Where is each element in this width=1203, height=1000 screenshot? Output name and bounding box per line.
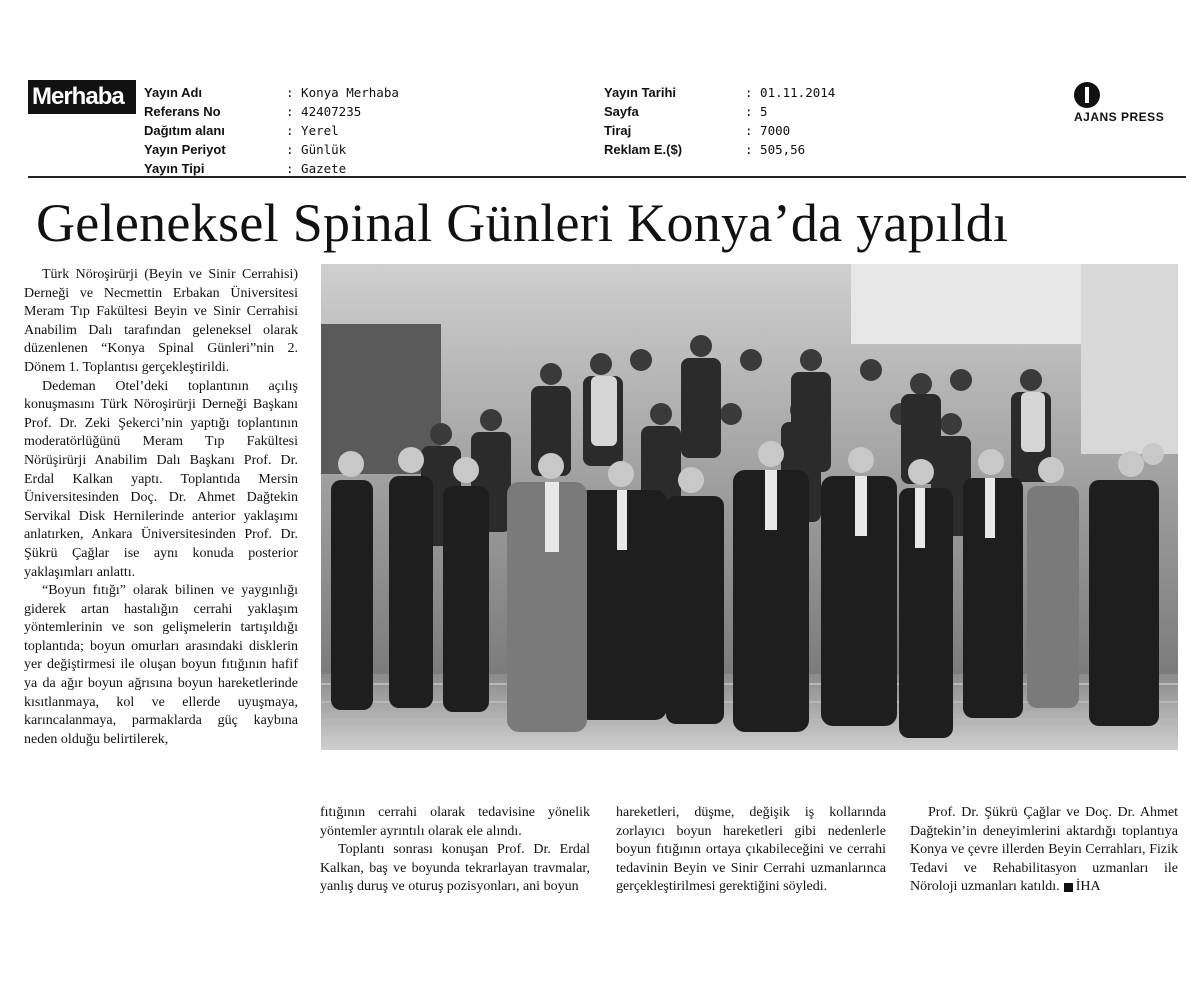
paragraph [910, 804, 1178, 897]
meta-row-period [144, 140, 399, 159]
news-agency-signature: İHA [1075, 879, 1101, 895]
meta-label: Yayın Periyot [144, 142, 226, 157]
meta-label: Tiraj [604, 123, 632, 138]
publication-info-right [604, 83, 835, 159]
article-column-4 [910, 804, 1178, 897]
meta-row-distribution [144, 121, 399, 140]
paragraph: fıtığının cerrahi olarak tedavisine yönelik yöntemler ayrıntılı olarak ele alındı. [320, 805, 590, 839]
article-column-1 [24, 266, 298, 749]
header-divider [28, 176, 1186, 178]
meta-value: : 505,56 [745, 142, 806, 157]
meta-value: : 5 [745, 104, 768, 119]
meta-value: : 7000 [745, 123, 791, 138]
newspaper-logo-text: Merhaba [32, 83, 124, 110]
meta-value: : 42407235 [286, 104, 362, 119]
paragraph: Toplantı sonrası konuşan Prof. Dr. Erdal Kalkan, baş ve boyunda tekrarlayan travmalar, yanlış duruş ve oturuş pozisyonları, ani boyun [320, 842, 590, 895]
meta-value: : Yerel [286, 123, 339, 138]
paragraph: Türk Nöroşirürji (Beyin ve Sinir Cerrahisi) Derneği ve Necmettin Erbakan Üniversitesi Meram Tıp Fakültesi Beyin ve Sinir Cerrahisi Anabilim Dalı tarafından geleneksel olarak düzenlenen “Konya Spinal Günleri”nin 2. Dönem 1. Toplantısı gerçekleştirildi. [24, 267, 298, 375]
meta-label: Dağıtım alanı [144, 123, 225, 138]
paragraph: hareketleri, düşme, değişik iş kollarında zorlayıcı boyun hareketleri gibi nedenlerle boyun fıtığının ortaya çıkabileceğini ve cerrahi tedavinin Beyin ve Sinir Cerrahi uzmanlarınca gerçekleştirilmesi gerektiğini söyledi. [616, 805, 886, 895]
meta-row-ad-value [604, 140, 835, 159]
meta-value: : Gazete [286, 161, 347, 176]
paragraph: “Boyun fıtığı” olarak bilinen ve yaygınlığı giderek artan hastalığın cerrahi yaklaşım yöntemlerinin ve son gelişmelerin tartışıldığı toplantıda; boyun omurları arasındaki disklerin yer değiştirmesi ile oluşan boyun fıtığının hafif ya da ağır boyun ağrısına boyun hareketlerinde kısıtlanmaya, kol ve ellerde uyuşmaya, karıncalanmaya, parmaklarda güç kaybına neden olduğu belirtilerek, [24, 583, 298, 747]
agency-name: AJANS PRESS [1074, 110, 1165, 124]
article-headline: Geleneksel Spinal Günleri Konya’da yapıldı [36, 193, 1009, 253]
meta-row-page [604, 102, 835, 121]
article-column-3 [616, 804, 886, 897]
newspaper-logo [28, 80, 136, 114]
meta-row-circulation [604, 121, 835, 140]
meta-value: : 01.11.2014 [745, 85, 836, 100]
meta-label: Yayın Adı [144, 85, 203, 100]
meta-value: : Günlük [286, 142, 347, 157]
meta-label: Referans No [144, 104, 221, 119]
signature-square-icon [1064, 883, 1073, 892]
paragraph: Dedeman Otel’deki toplantının açılış konuşmasını Türk Nöroşirürji Derneği Başkanı Prof. Dr. Zeki Şekerci’nin yaptığı toplantının moderatörlüğünü Meram Tıp Fakültesi Nörüşirürji Anabilim Dalı Başkanı Prof. Dr. Erdal Kalkan yaptı. Toplantıda Mersin Üniversitesinden Doç. Dr. Ahmet Dağtekin Servikal Disk Hernilerinde anterior yaklaşımı anlatırken, Ankara Üniversitesinden Prof. Dr. Şükrü Çağlar ise aynı konuda posterior yaklaşımları anlattı. [24, 378, 298, 580]
group-photo-image [321, 264, 1178, 750]
meta-label: Sayfa [604, 104, 639, 119]
meta-row-publication-name [144, 83, 399, 102]
paragraph-text: Prof. Dr. Şükrü Çağlar ve Doç. Dr. Ahmet Dağtekin’in deneyimlerini aktardığı toplantıya Konya ve çevre illerden Beyin Cerrahları, Fizik Tedavi ve Rehabilitasyon uzmanları ile Nöroloji uzmanları katıldı. [910, 805, 1178, 895]
meta-label: Yayın Tarihi [604, 85, 677, 100]
meta-label: Reklam E.($) [604, 142, 683, 157]
publication-info-left [144, 83, 399, 178]
meta-value: : Konya Merhaba [286, 85, 399, 100]
article-column-2 [320, 804, 590, 897]
meta-label: Yayın Tipi [144, 161, 205, 176]
group-photo [321, 264, 1178, 750]
meta-row-date [604, 83, 835, 102]
meta-row-reference [144, 102, 399, 121]
agency-logo [1070, 82, 1190, 132]
agency-logo-icon [1074, 82, 1100, 108]
